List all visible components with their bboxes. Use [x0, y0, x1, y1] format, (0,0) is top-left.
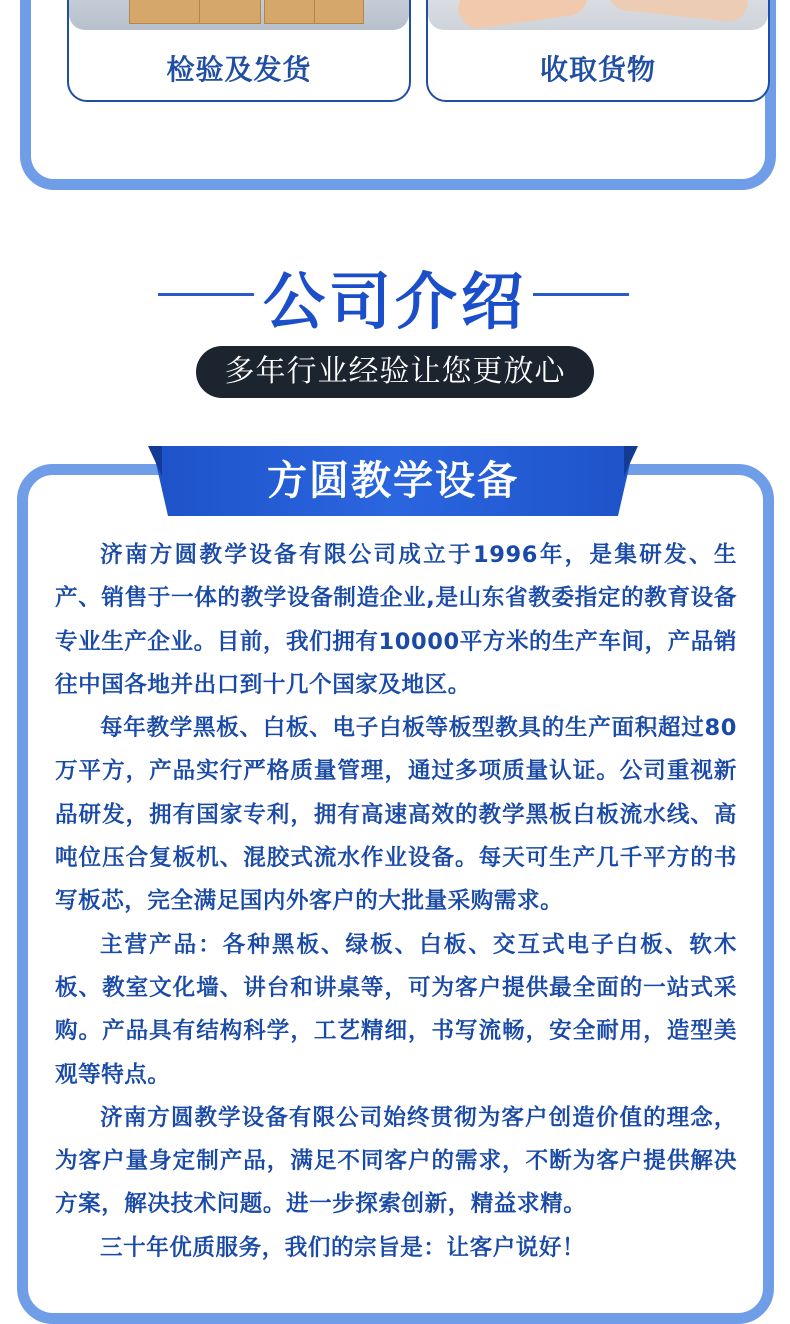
- paragraph: 主营产品：各种黑板、绿板、白板、交互式电子白板、软木板、教室文化墙、讲台和讲桌等，可为客户提供最全面的一站式采购。产品具有结构科学，工艺精细，书写流畅，安全耐用，造型美观等特点。: [55, 931, 737, 1088]
- step-card-inspect-ship: [67, 0, 411, 102]
- company-description: [55, 534, 737, 1270]
- paragraph: 每年教学黑板、白板、电子白板等板型教具的生产面积超过80万平方，产品实行严格质量管理，通过多项质量认证。公司重视新品研发，拥有国家专利，拥有高速高效的教学黑板白板流水线、高吨位压合复板机、混胶式流水作业设备。每天可生产几千平方的书写板芯，完全满足国内外客户的大批量采购需求。: [55, 715, 737, 915]
- title-decor-line-right: [533, 293, 629, 296]
- paragraph: 三十年优质服务，我们的宗旨是：让客户说好！: [100, 1234, 586, 1261]
- paragraph: 济南方圆教学设备有限公司始终贯彻为客户创造价值的理念，为客户量身定制产品，满足不同客户的需求，不断为客户提供解决方案，解决技术问题。进一步探索创新，精益求精。: [55, 1104, 737, 1218]
- process-panel: [20, 0, 776, 190]
- company-name: 方圆教学设备: [267, 458, 519, 504]
- section-subtitle: 多年行业经验让您更放心: [196, 346, 594, 398]
- step-label: 检验及发货: [166, 53, 312, 86]
- step-label: 收取货物: [539, 53, 656, 86]
- section-title: 公司介绍: [262, 265, 527, 338]
- step-card-receive-goods: [426, 0, 770, 102]
- paragraph: 济南方圆教学设备有限公司成立于1996年，是集研发、生产、销售于一体的教学设备制造企业,是山东省教委指定的教育设备专业生产企业。目前，我们拥有10000平方米的生产车间，产品销往中国各地并出口到十几个国家及地区。: [55, 542, 737, 698]
- warehouse-boxes-photo: [69, 0, 409, 30]
- hands-receiving-photo: [428, 0, 768, 30]
